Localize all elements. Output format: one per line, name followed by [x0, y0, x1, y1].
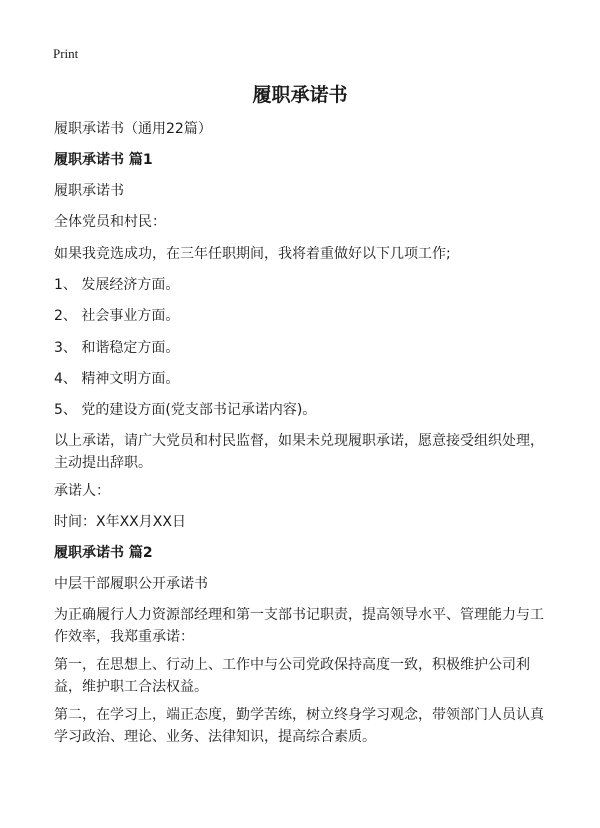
- paragraph: 第一，在思想上、行动上、工作中与公司党政保持高度一致，积极维护公司利益，维护职工合法权益。: [54, 657, 530, 695]
- document-title: 履职承诺书: [252, 84, 348, 106]
- list-item: 2、 社会事业方面。: [54, 308, 180, 324]
- paragraph: 时间：X年XX月XX日: [54, 514, 186, 530]
- list-item: 3、 和谐稳定方面。: [54, 340, 180, 356]
- list-item: 4、 精神文明方面。: [54, 371, 180, 387]
- section-heading: 履职承诺书 篇1: [54, 152, 153, 168]
- paragraph: 第二，在学习上，端正态度，勤学苦练，树立终身学习观念，带领部门人员认真学习政治、理论、业务、法律知识，提高综合素质。: [54, 707, 544, 745]
- paragraph: 为正确履行人力资源部经理和第一支部书记职责，提高领导水平、管理能力与工作效率，我郑重承诺：: [54, 607, 544, 645]
- paragraph: 如果我竞选成功，在三年任职期间，我将着重做好以下几项工作;: [54, 246, 451, 262]
- list-item: 5、 党的建设方面(党支部书记承诺内容)。: [54, 402, 317, 418]
- section-heading: 履职承诺书 篇2: [54, 545, 153, 561]
- paragraph: 以上承诺，请广大党员和村民监督，如果未兑现履职承诺，愿意接受组织处理，主动提出辞职。: [54, 433, 544, 471]
- paragraph: 履职承诺书: [54, 183, 124, 199]
- print-link[interactable]: Print: [53, 46, 79, 61]
- document-subtitle: 履职承诺书（通用22篇）: [54, 121, 212, 137]
- paragraph: 中层干部履职公开承诺书: [54, 576, 208, 592]
- paragraph: 承诺人：: [54, 483, 110, 499]
- paragraph: 全体党员和村民：: [54, 214, 166, 230]
- list-item: 1、 发展经济方面。: [54, 277, 180, 293]
